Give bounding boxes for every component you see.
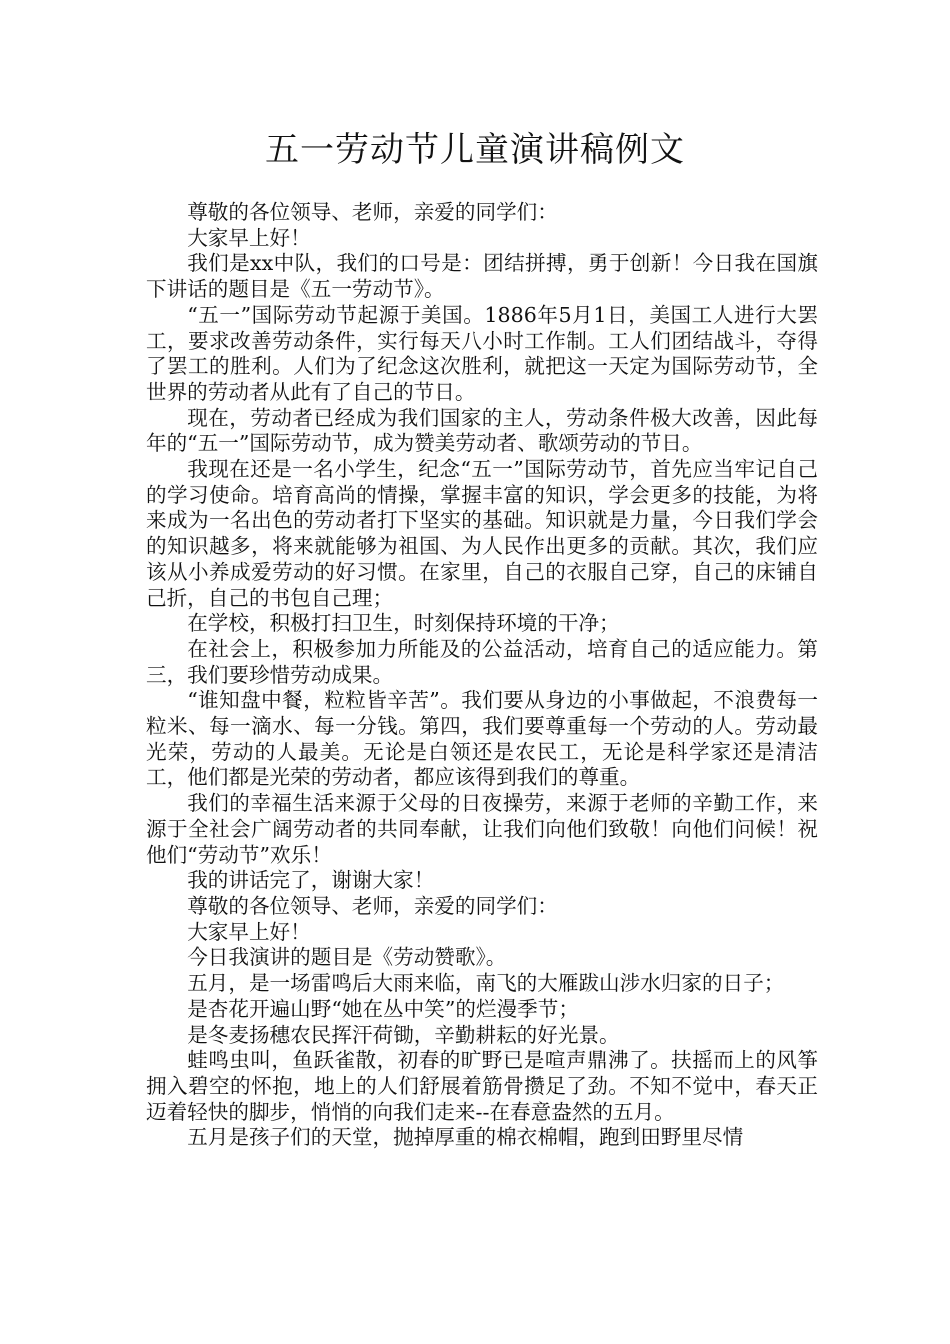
paragraph: 我们的幸福生活来源于父母的日夜操劳，来源于老师的辛勤工作，来源于全社会广阔劳动者的共同奉献，让我们向他们致敬！向他们问候！祝他们“劳动节”欢乐！ [146, 791, 818, 867]
paragraph: 现在，劳动者已经成为我们国家的主人，劳动条件极大改善，因此每年的“五一”国际劳动节，成为赞美劳动者、歌颂劳动的节日。 [146, 405, 818, 456]
paragraph: 是冬麦扬穗农民挥汗荷锄，辛勤耕耘的好光景。 [187, 1022, 620, 1047]
paragraph: 是杏花开遍山野“她在丛中笑”的烂漫季节； [187, 996, 579, 1021]
document-title: 五一劳动节儿童演讲稿例文 [265, 130, 685, 170]
paragraph: 我现在还是一名小学生，纪念“五一”国际劳动节，首先应当牢记自己的学习使命。培育高尚的情操，掌握丰富的知识，学会更多的技能，为将来成为一名出色的劳动者打下坚实的基础。知识就是力量，今日我们学会的知识越多，将来就能够为祖国、为人民作出更多的贡献。其次，我们应该从小养成爱劳动的好习惯。在家里，自己的衣服自己穿，自己的床铺自己折，自己的书包自己理； [146, 457, 818, 610]
paragraph: 五月，是一场雷鸣后大雨来临，南飞的大雁跋山涉水归家的日子； [187, 971, 785, 996]
paragraph: 尊敬的各位领导、老师，亲爱的同学们： [187, 200, 558, 224]
document-body [146, 200, 818, 1151]
paragraph: “谁知盘中餐，粒粒皆辛苦”。我们要从身边的小事做起，不浪费每一粒米、每一滴水、每一分钱。第四，我们要尊重每一个劳动的人。劳动最光荣，劳动的人最美。无论是白领还是农民工，无论是科学家还是清洁工，他们都是光荣的劳动者，都应该得到我们的尊重。 [146, 688, 818, 790]
paragraph: 蛙鸣虫叫，鱼跃雀散，初春的旷野已是喧声鼎沸了。扶摇而上的风筝拥入碧空的怀抱，地上的人们舒展着筋骨攒足了劲。不知不觉中，春天正迈着轻快的脚步，悄悄的向我们走来--在春意盎然的五月。 [146, 1048, 818, 1124]
paragraph: 在学校，积极打扫卫生，时刻保持环境的干净； [187, 611, 620, 636]
paragraph: 五月是孩子们的天堂，抛掉厚重的棉衣棉帽，跑到田野里尽情 [187, 1125, 744, 1150]
paragraph: 大家早上好！ [187, 919, 311, 944]
paragraph: 尊敬的各位领导、老师，亲爱的同学们： [187, 893, 558, 918]
paragraph: 我的讲话完了，谢谢大家！ [187, 868, 435, 893]
paragraph: 大家早上好！ [187, 225, 311, 250]
paragraph: “五一”国际劳动节起源于美国。1886年5月1日，美国工人进行大罢工，要求改善劳动条件，实行每天八小时工作制。工人们团结战斗，夺得了罢工的胜利。人们为了纪念这次胜利，就把这一天定为国际劳动节，全世界的劳动者从此有了自己的节日。 [146, 302, 818, 404]
paragraph: 在社会上，积极参加力所能及的公益活动，培育自己的适应能力。第三，我们要珍惜劳动成果。 [146, 636, 818, 687]
paragraph: 我们是xx中队，我们的口号是：团结拼搏，勇于创新！今日我在国旗下讲话的题目是《五一劳动节》。 [146, 251, 818, 302]
paragraph: 今日我演讲的题目是《劳动赞歌》。 [187, 945, 507, 970]
